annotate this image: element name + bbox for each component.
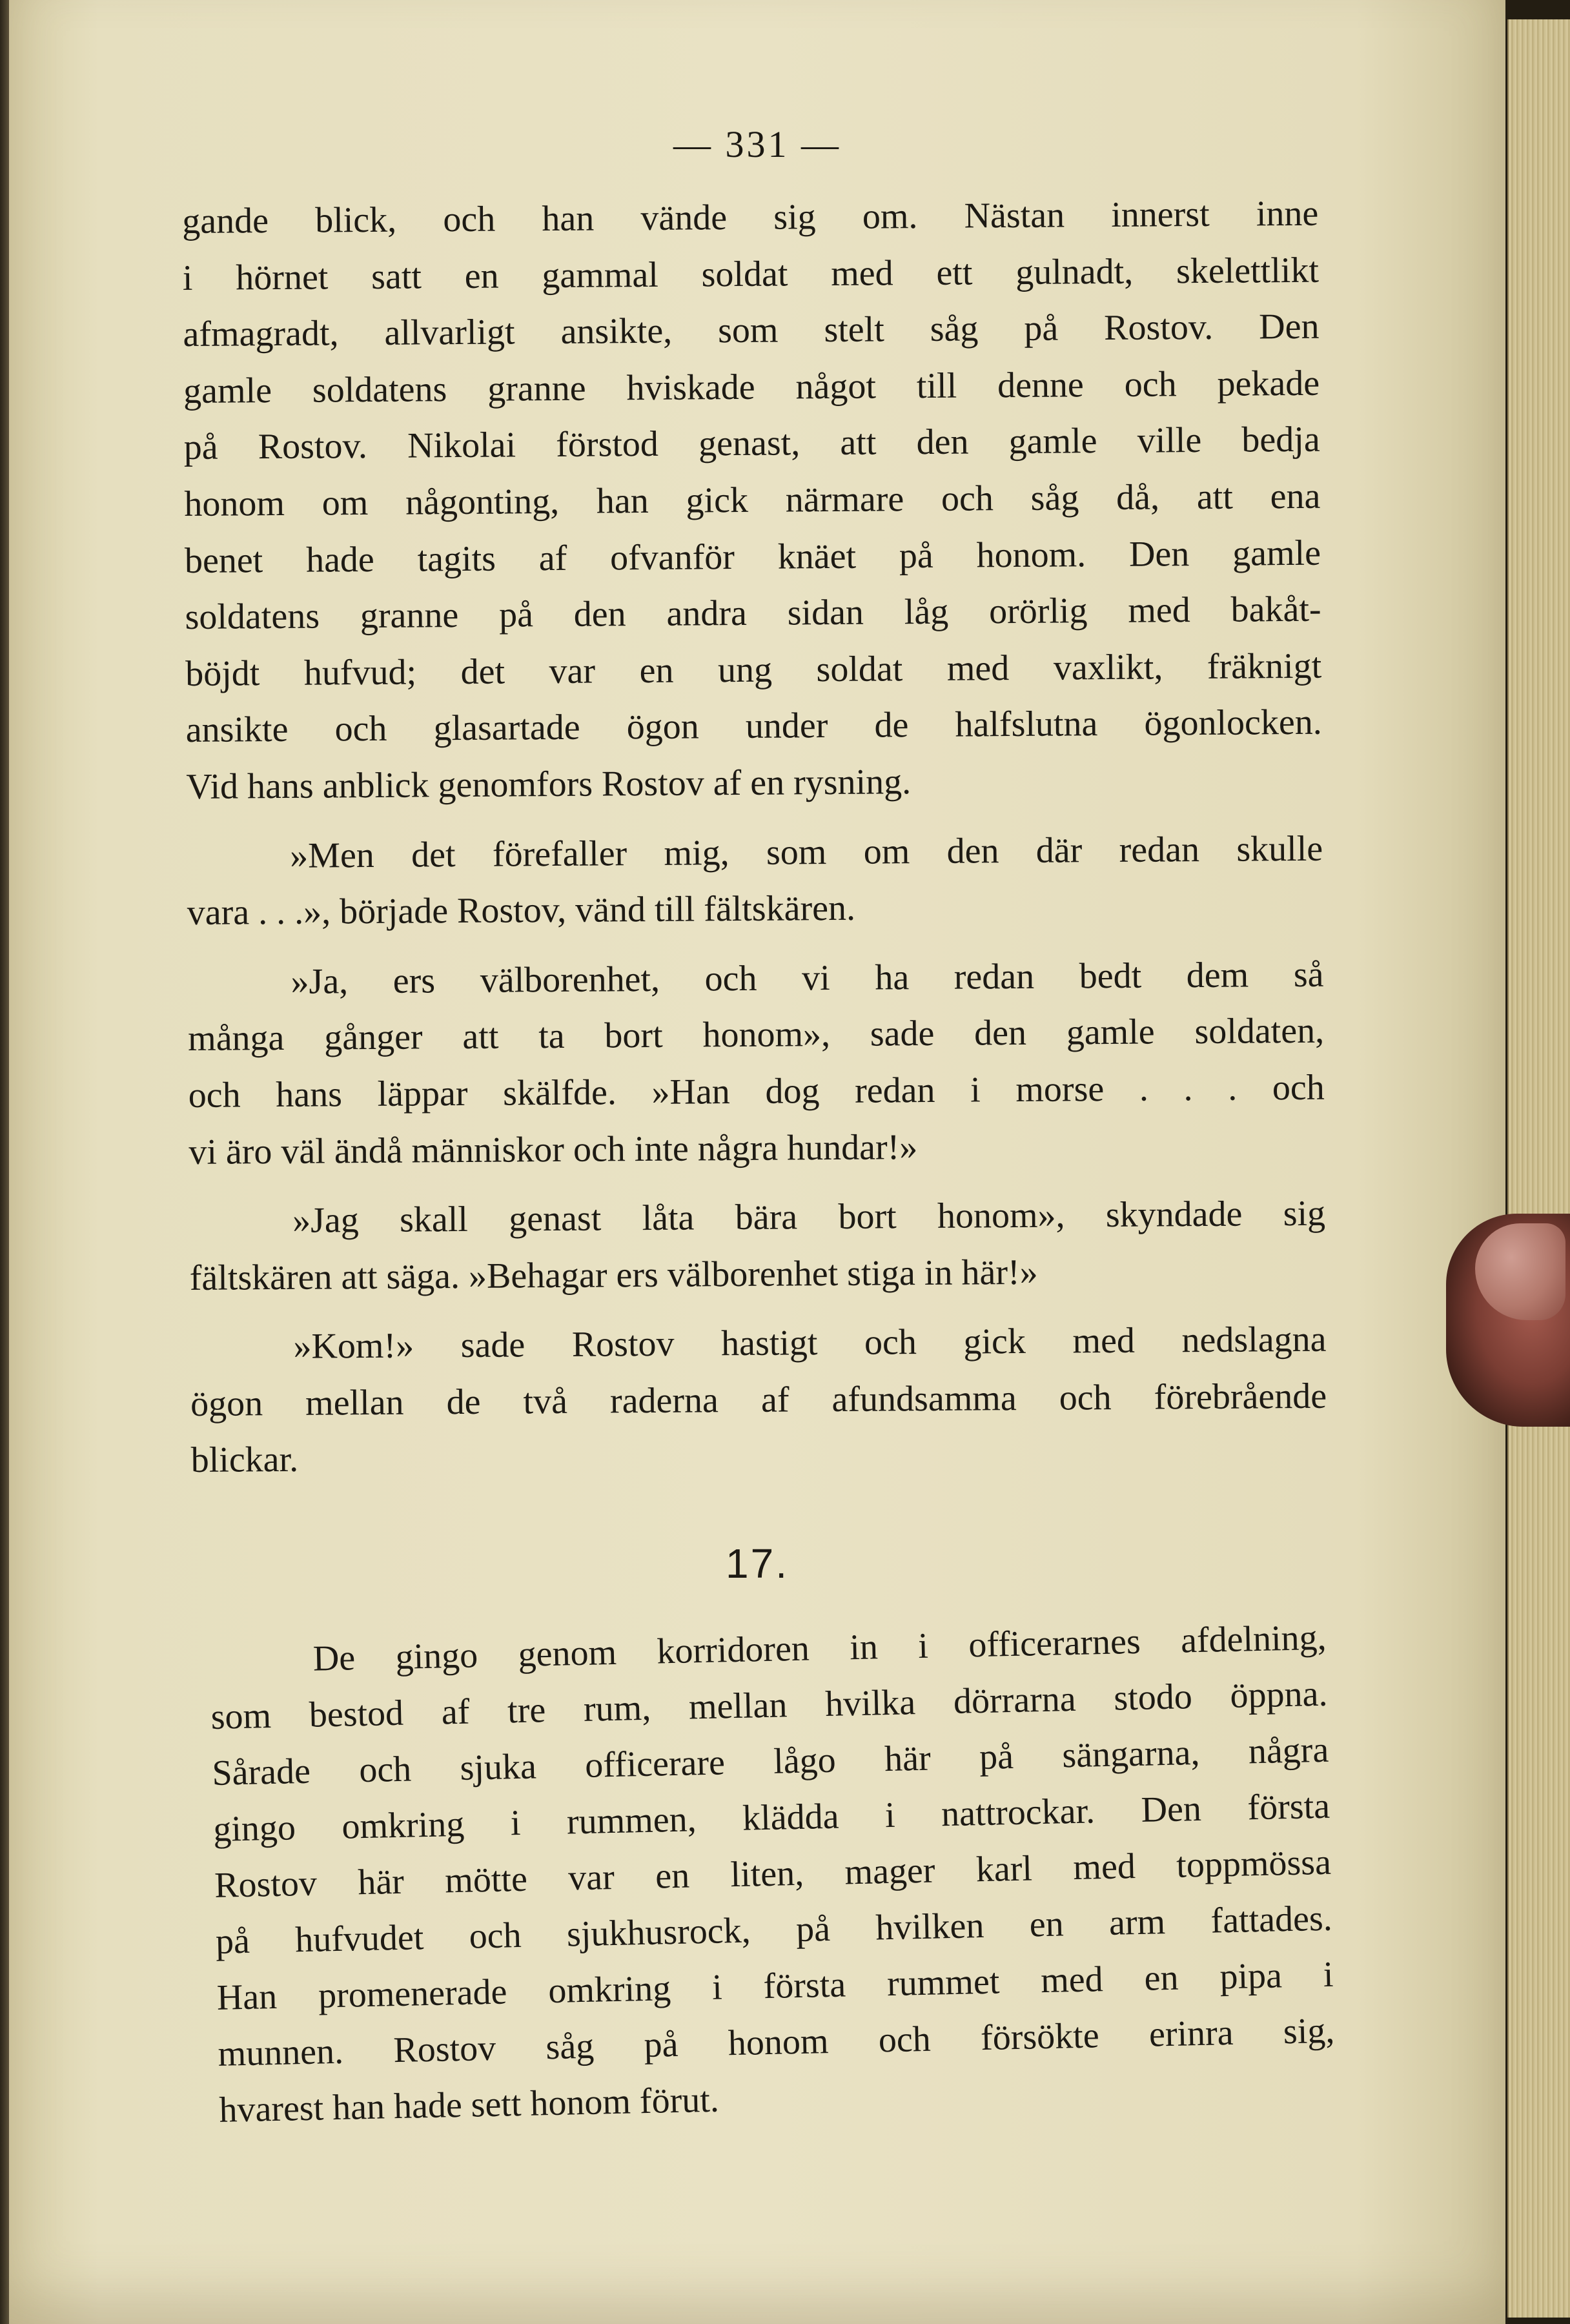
text-line: många gånger att ta bort honom», sade den gamle soldaten, [187, 1010, 1325, 1059]
text-line: vara . . .», började Rostov, vänd till fältskären. [187, 888, 856, 933]
text-line: Han promenerade omkring i första rummet med en pipa i [216, 1954, 1334, 2018]
page-stack-edge [1507, 19, 1570, 2318]
text-block-top [182, 186, 1327, 1489]
text-line: vi äro väl ändå människor och inte några hundar!» [189, 1126, 918, 1172]
text-line: »Men det förefaller mig, som om den där redan skulle [289, 828, 1323, 876]
text-line: afmagradt, allvarligt ansikte, som stelt såg på Rostov. Den [183, 306, 1320, 355]
text-line: gande blick, och han vände sig om. Nästan innerst inne [182, 193, 1319, 241]
text-line: Rostov här mötte var en liten, mager karl med toppmössa [214, 1842, 1332, 1906]
text-line: på hufvudet och sjukhusrock, på hvilken en arm fattades. [215, 1898, 1333, 1962]
text-line: Sårade och sjuka officerare lågo här på sängarna, några [211, 1729, 1329, 1793]
book-page [9, 0, 1505, 2324]
text-line: soldatens granne på den andra sidan låg orörlig med bakåt- [185, 589, 1321, 638]
text-line: som bestod af tre rum, mellan hvilka dörrarna stodo öppna. [210, 1673, 1328, 1737]
text-line: benet hade tagits af ofvanför knäet på honom. Den gamle [184, 533, 1321, 581]
page-number: — 331 — [673, 123, 841, 165]
text-line: ansikte och glasartade ögon under de halfslutna ögonlocken. [185, 702, 1322, 751]
chapter-heading: 17. [726, 1540, 789, 1587]
text-line: munnen. Rostov såg på honom och försökte erinra sig, [218, 2010, 1335, 2074]
text-line: »Jag skall genast låta bära bort honom», skyndade sig [292, 1193, 1326, 1241]
text-line: gamle soldatens granne hviskade något till denne och pekade [183, 363, 1320, 411]
text-line: Vid hans anblick genomfors Rostov af en rysning. [186, 762, 912, 807]
text-line: på Rostov. Nikolai förstod genast, att den gamle ville bedja [183, 420, 1320, 468]
text-line: De gingo genom korridoren in i officerarnes afdelning, [312, 1617, 1327, 1679]
text-line: honom om någonting, han gick närmare och såg då, att ena [184, 476, 1321, 524]
text-block-bottom [209, 1610, 1336, 2139]
text-line: gingo omkring i rummen, klädda i nattrockar. Den första [212, 1786, 1330, 1850]
text-line: böjdt hufvud; det var en ung soldat med vaxlikt, fräknigt [185, 646, 1322, 694]
text-line: hvarest han hade sett honom förut. [218, 2079, 720, 2130]
text-line: »Ja, ers välborenhet, och vi ha redan bedt dem så [291, 954, 1324, 1002]
text-line: i hörnet satt en gammal soldat med ett gulnadt, skelettlikt [182, 250, 1320, 298]
text-line: ögon mellan de två raderna af afundsamma och förebrående [190, 1376, 1327, 1424]
text-line: blickar. [190, 1440, 299, 1481]
text-line: och hans läppar skälfde. »Han dog redan i morse . . . och [188, 1067, 1325, 1116]
text-line: »Kom!» sade Rostov hastigt och gick med nedslagna [293, 1319, 1327, 1367]
text-line: fältskären att säga. »Behagar ers välborenhet stiga in här!» [189, 1252, 1038, 1298]
